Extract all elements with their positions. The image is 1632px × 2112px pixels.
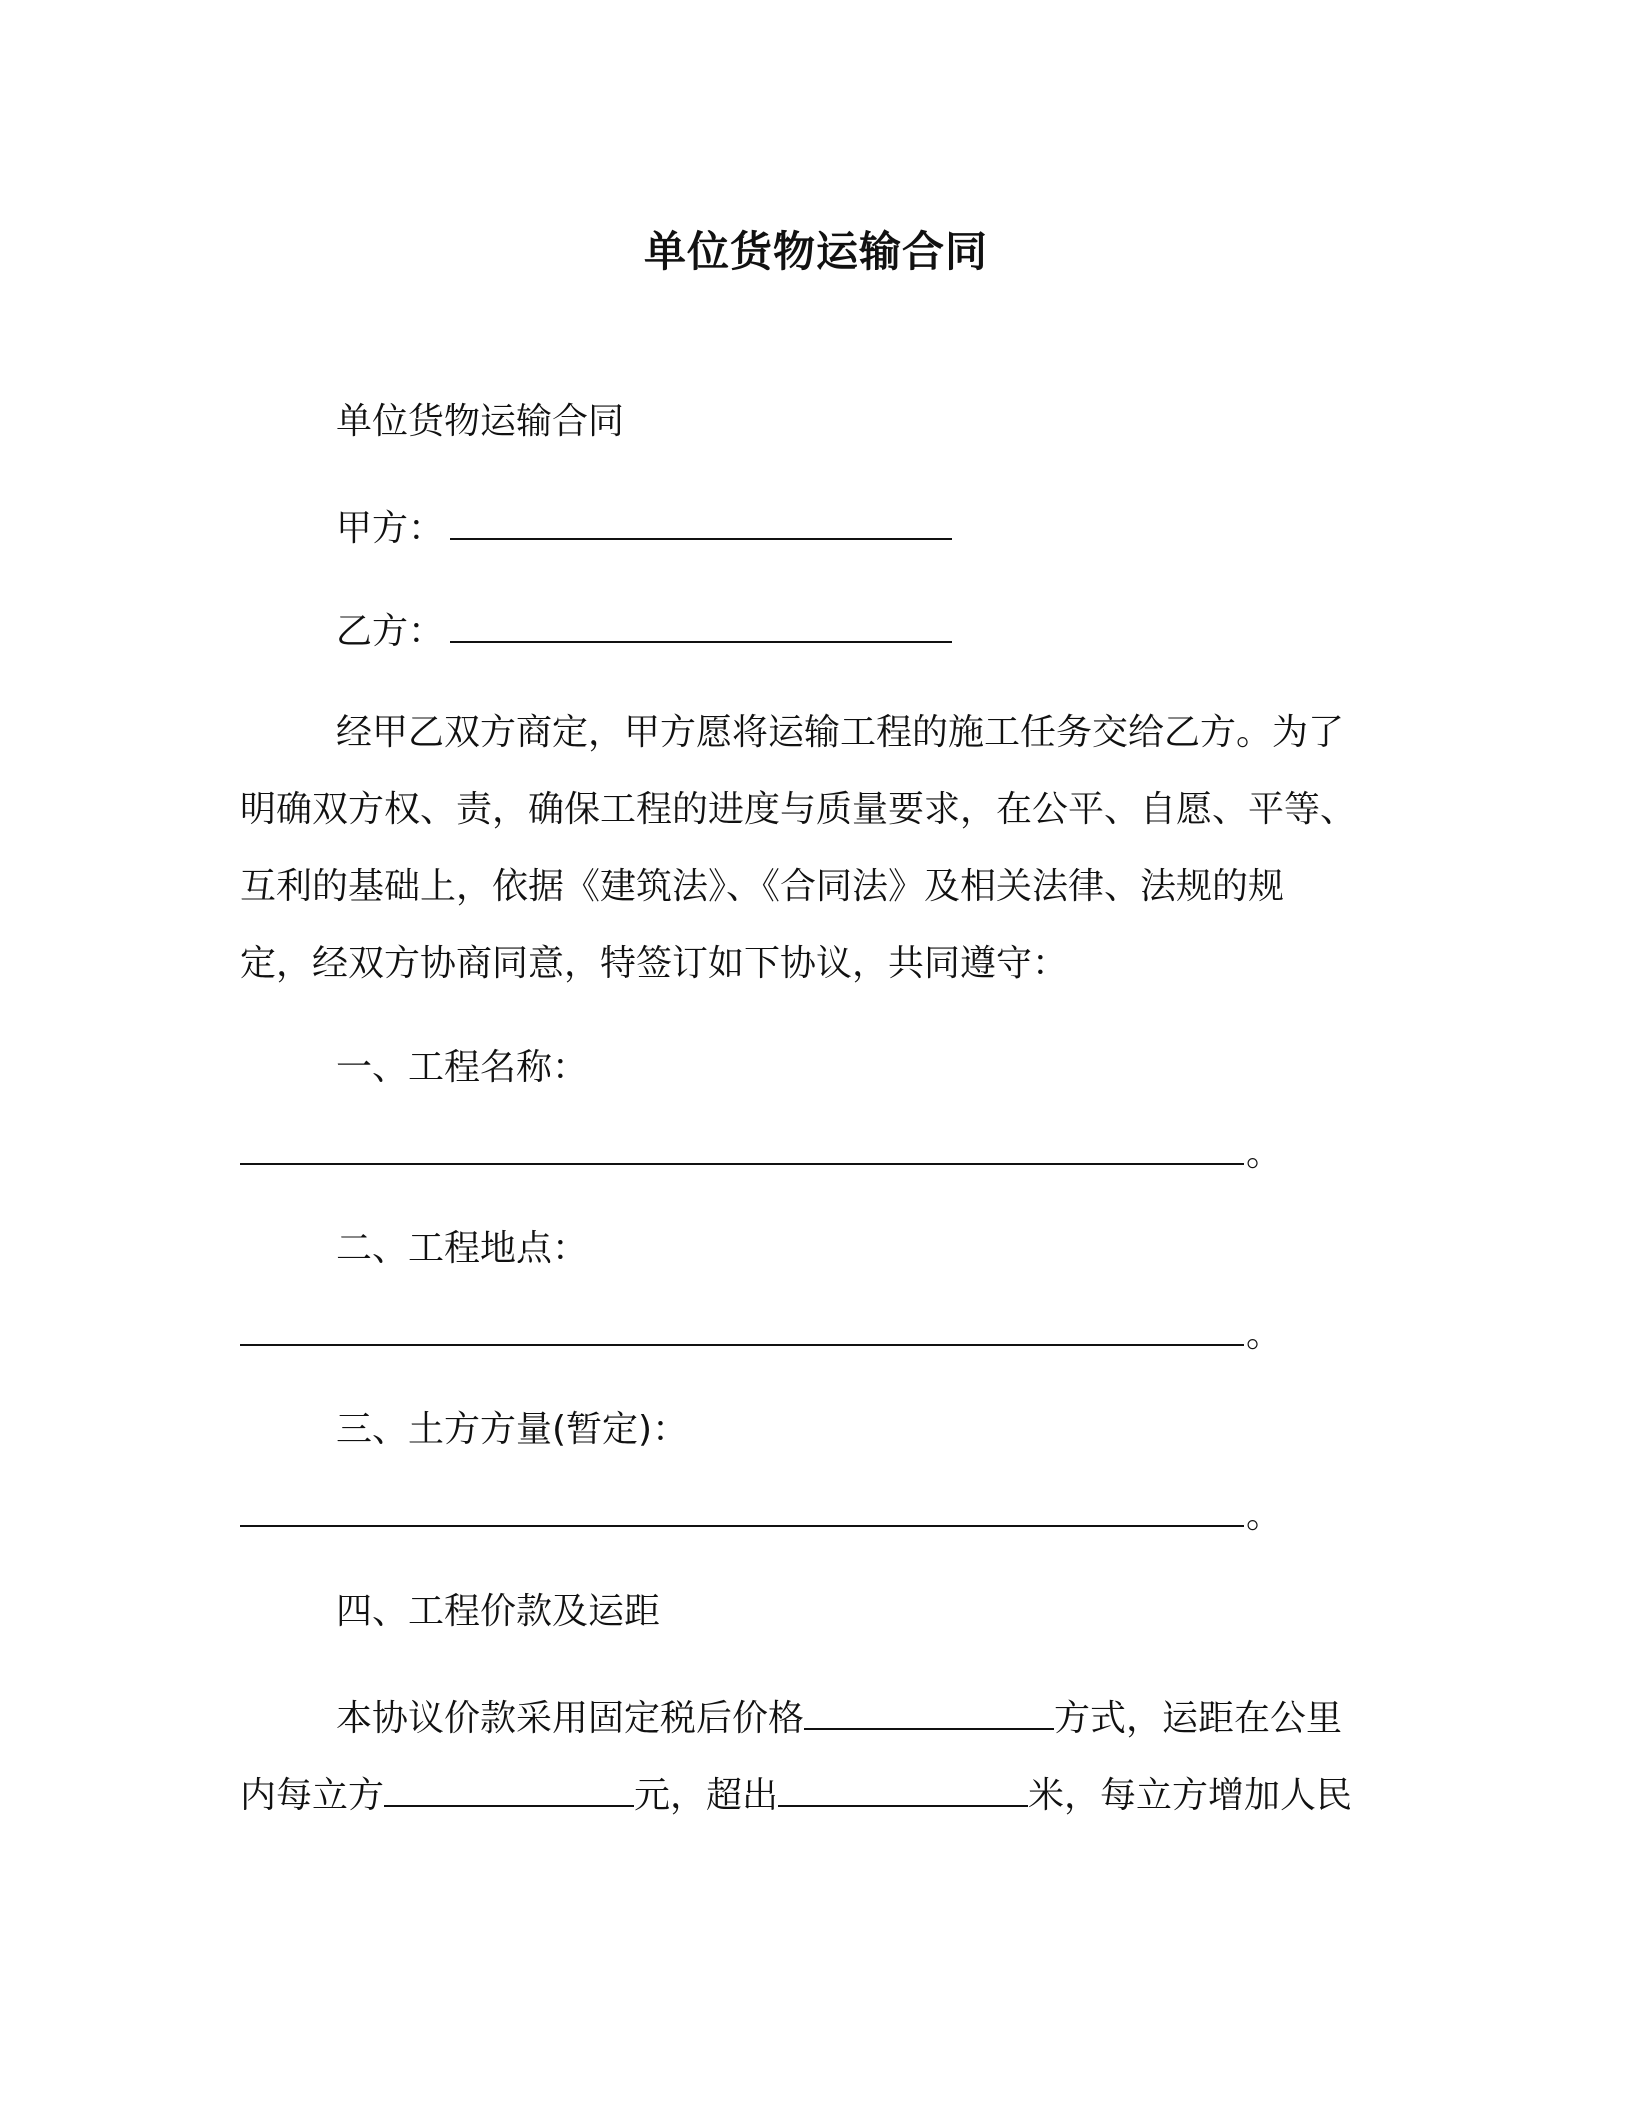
section-1-blank-line xyxy=(240,1125,1370,1180)
payment-text-2a: 内每立方 xyxy=(240,1775,385,1816)
section-3-blank-line xyxy=(240,1487,1370,1542)
payment-text-2b: 元，超出 xyxy=(634,1775,779,1816)
excess-distance-blank xyxy=(778,1767,1028,1807)
section-3-end-mark: 。 xyxy=(1246,1495,1283,1536)
section-2-blank xyxy=(240,1306,1244,1346)
party-a-line xyxy=(336,500,1466,555)
party-b-blank xyxy=(450,603,952,643)
section-1-end-mark: 。 xyxy=(1246,1133,1283,1174)
section-2-heading: 二、工程地点： xyxy=(336,1228,589,1269)
payment-text-1b: 方式，运距在公里 xyxy=(1054,1698,1343,1739)
party-b-line xyxy=(336,603,1466,658)
intro-line-4: 定，经双方协商同意，特签订如下协议，共同遵守： xyxy=(240,943,1069,984)
party-a-label: 甲方： xyxy=(336,508,445,549)
payment-text-1a: 本协议价款采用固定税后价格 xyxy=(336,1698,805,1739)
unit-price-blank xyxy=(384,1767,634,1807)
document-title: 单位货物运输合同 xyxy=(643,227,988,276)
payment-text-2c: 米，每立方增加人民 xyxy=(1028,1775,1353,1816)
intro-line-2: 明确双方权、责，确保工程的进度与质量要求，在公平、自愿、平等、 xyxy=(240,789,1357,830)
section-3-heading: 三、土方方量(暂定)： xyxy=(336,1409,689,1450)
payment-line-2 xyxy=(240,1767,1370,1822)
section-2-end-mark: 。 xyxy=(1246,1314,1283,1355)
intro-line-1: 经甲乙双方商定，甲方愿将运输工程的施工任务交给乙方。为了 xyxy=(336,712,1345,753)
section-1-heading: 一、工程名称： xyxy=(336,1047,589,1088)
section-4-heading: 四、工程价款及运距 xyxy=(336,1591,661,1632)
section-2-blank-line xyxy=(240,1306,1370,1361)
party-b-label: 乙方： xyxy=(336,611,445,652)
intro-line-3: 互利的基础上，依据《建筑法》、《合同法》及相关法律、法规的规 xyxy=(240,866,1285,907)
payment-line-1 xyxy=(336,1690,1466,1745)
price-method-blank xyxy=(804,1690,1054,1730)
party-a-blank xyxy=(450,500,952,540)
section-1-blank xyxy=(240,1125,1244,1165)
document-subtitle: 单位货物运输合同 xyxy=(336,401,625,442)
section-3-blank xyxy=(240,1487,1244,1527)
